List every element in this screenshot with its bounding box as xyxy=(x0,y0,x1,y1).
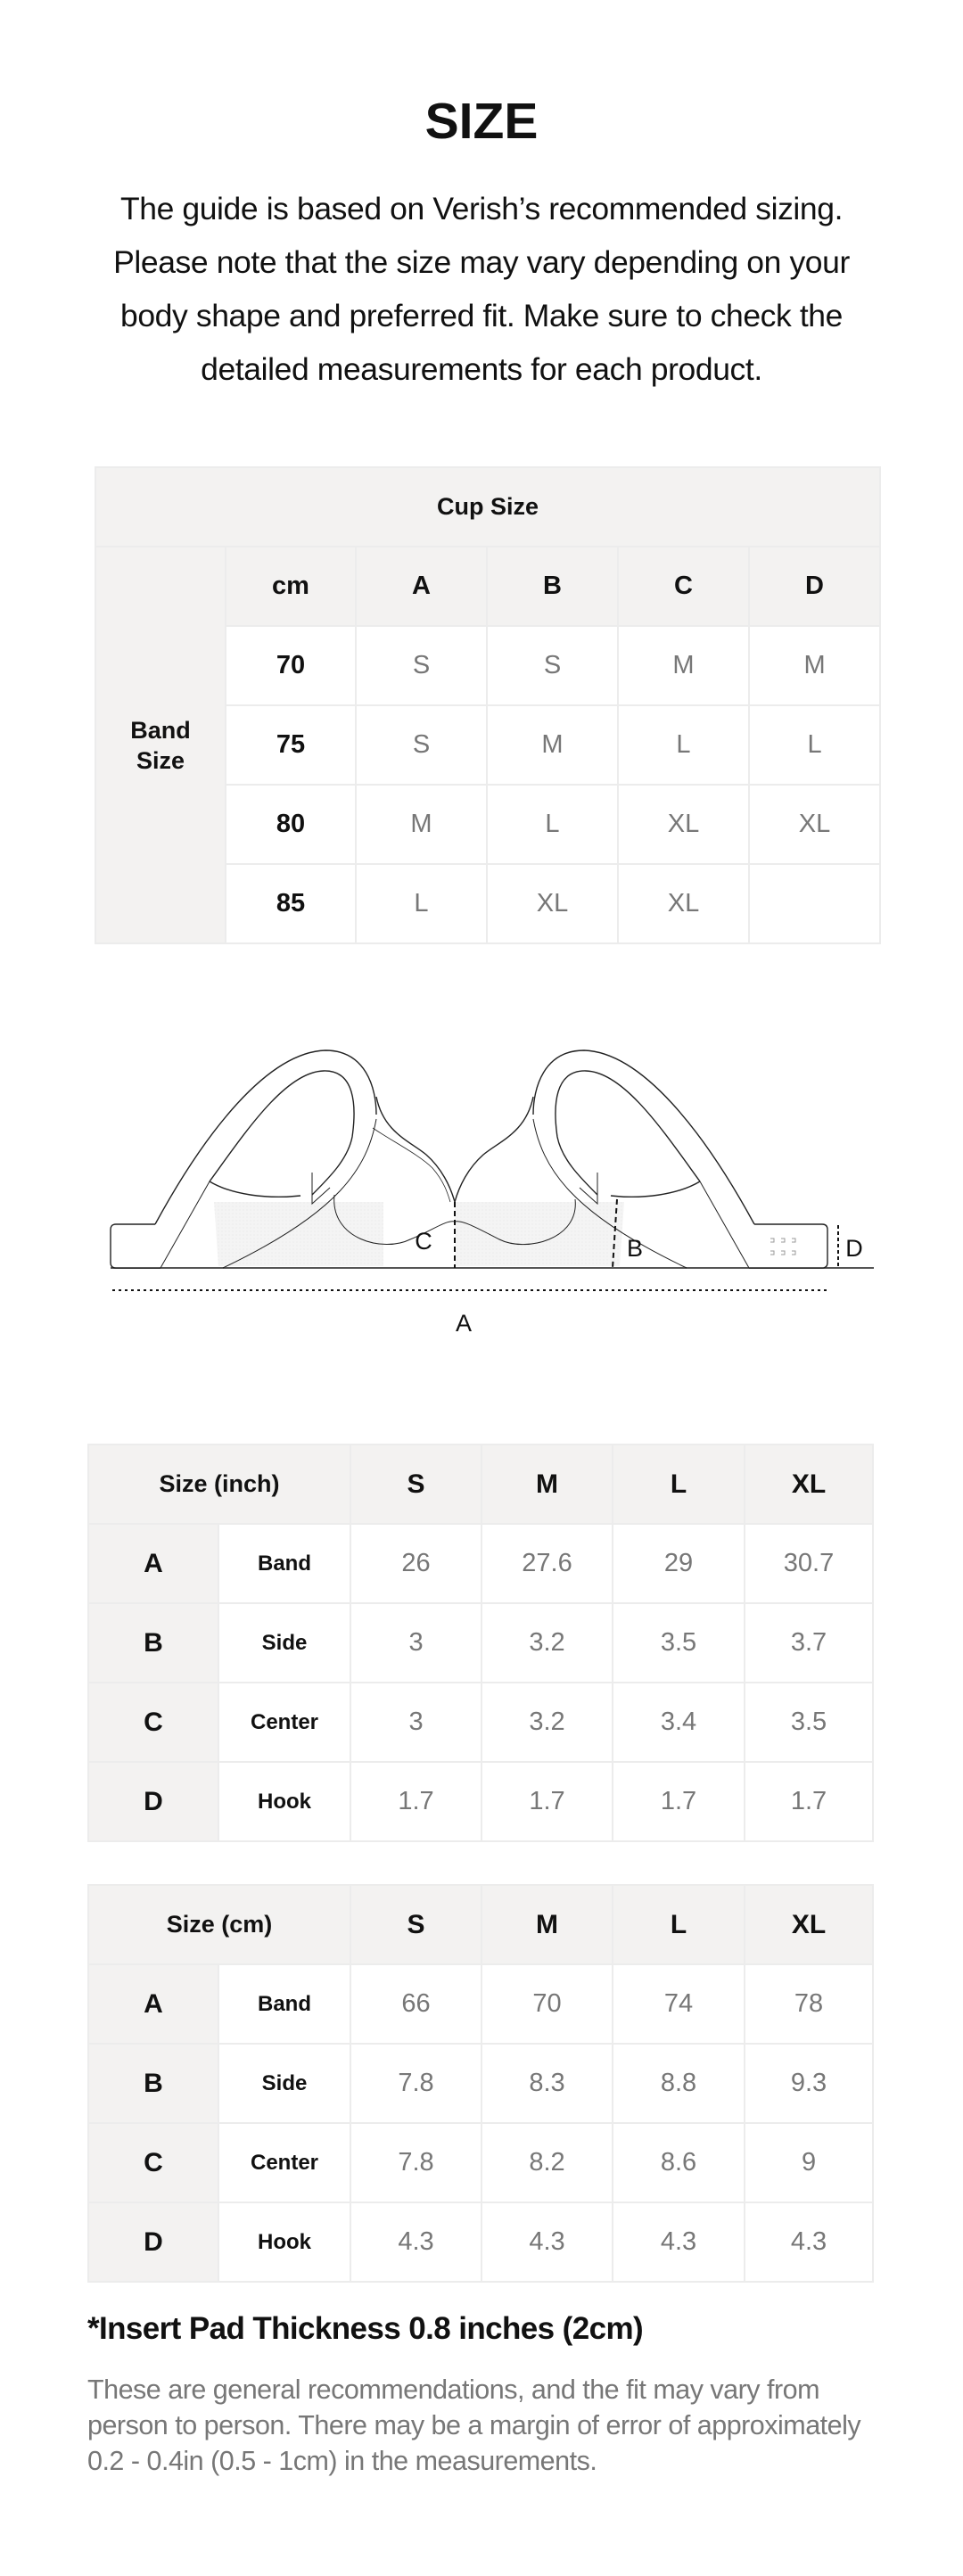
table-cell: 1.7 xyxy=(350,1762,482,1841)
table-cell: S xyxy=(356,626,487,705)
table-cell: M xyxy=(356,785,487,864)
table-cell: 7.8 xyxy=(350,2044,482,2123)
table-cell: 8.3 xyxy=(482,2044,613,2123)
column-header: C xyxy=(618,547,749,626)
table-cell: 3.2 xyxy=(482,1603,613,1683)
table-cell: 3.5 xyxy=(613,1603,745,1683)
measure-name: Band xyxy=(218,1524,350,1603)
band-size-text: Band Size xyxy=(130,716,191,774)
measure-letter: A xyxy=(88,1964,218,2044)
measure-name: Side xyxy=(218,2044,350,2123)
table-cell: M xyxy=(487,705,618,785)
table-cell: 30.7 xyxy=(745,1524,873,1603)
table-cell: 8.6 xyxy=(613,2123,745,2202)
label-d: D xyxy=(845,1235,863,1262)
table-cell: 66 xyxy=(350,1964,482,2044)
table-cell: 1.7 xyxy=(745,1762,873,1841)
measure-letter: C xyxy=(88,1683,218,1762)
column-header: M xyxy=(482,1885,613,1964)
table-cell: 3 xyxy=(350,1683,482,1762)
table-cell: L xyxy=(749,705,880,785)
column-header: L xyxy=(613,1885,745,1964)
measure-letter: D xyxy=(88,2202,218,2282)
label-b: B xyxy=(626,1235,644,1262)
table-cell: 4.3 xyxy=(350,2202,482,2282)
left-band xyxy=(111,1224,160,1268)
table-row xyxy=(88,1603,873,1683)
column-header: XL xyxy=(745,1885,873,1964)
table-cell: 3.2 xyxy=(482,1683,613,1762)
table-caption: Size (cm) xyxy=(88,1885,350,1964)
table-caption: Size (inch) xyxy=(88,1444,350,1524)
table-row xyxy=(88,1524,873,1603)
table-cell: 3 xyxy=(350,1603,482,1683)
band-value: 75 xyxy=(226,705,356,785)
table-cell: L xyxy=(487,785,618,864)
table-cell: XL xyxy=(618,864,749,943)
table-row xyxy=(95,547,880,626)
disclaimer-text: These are general recommendations, and the fit may vary from person to person. There may be a margin of error of approximately 0.2 - 0.4in (0.5 - 1cm) in the measurements. xyxy=(87,2374,861,2476)
table-cell: 9.3 xyxy=(745,2044,873,2123)
column-header: A xyxy=(356,547,487,626)
table-row xyxy=(88,1683,873,1762)
band-value: 80 xyxy=(226,785,356,864)
band-value: 70 xyxy=(226,626,356,705)
table-row xyxy=(88,1444,873,1524)
measure-name: Center xyxy=(218,1683,350,1762)
table-cell: 8.8 xyxy=(613,2044,745,2123)
table-cell: 27.6 xyxy=(482,1524,613,1603)
column-header: S xyxy=(350,1444,482,1524)
band-size-label xyxy=(95,547,226,943)
label-a: A xyxy=(455,1310,473,1337)
table-row xyxy=(95,467,880,547)
cm-measurements-table xyxy=(87,1884,874,2283)
column-header: L xyxy=(613,1444,745,1524)
measure-name: Hook xyxy=(218,2202,350,2282)
table-row xyxy=(88,2202,873,2282)
measure-name: Hook xyxy=(218,1762,350,1841)
table-cell: S xyxy=(487,626,618,705)
measure-name: Side xyxy=(218,1603,350,1683)
table-cell: 3.4 xyxy=(613,1683,745,1762)
column-header: M xyxy=(482,1444,613,1524)
table-cell: XL xyxy=(487,864,618,943)
table-row xyxy=(88,1964,873,2044)
measure-letter: B xyxy=(88,2044,218,2123)
table-cell: 74 xyxy=(613,1964,745,2044)
table-cell: L xyxy=(618,705,749,785)
table-cell: 7.8 xyxy=(350,2123,482,2202)
page-title: SIZE xyxy=(424,93,539,150)
column-header: S xyxy=(350,1885,482,1964)
right-band xyxy=(749,1224,827,1268)
cup-size-caption: Cup Size xyxy=(95,467,880,547)
unit-label: cm xyxy=(226,547,356,626)
table-cell: 26 xyxy=(350,1524,482,1603)
table-row xyxy=(88,1762,873,1841)
column-header: B xyxy=(487,547,618,626)
table-cell: 4.3 xyxy=(613,2202,745,2282)
table-cell: 3.5 xyxy=(745,1683,873,1762)
intro-text: The guide is based on Verish’s recommended sizing. Please note that the size may vary depending on your body shape and preferred fit. Make sure to check the detailed measurements for each product. xyxy=(113,191,850,387)
band-value: 85 xyxy=(226,864,356,943)
measure-letter: C xyxy=(88,2123,218,2202)
table-cell: M xyxy=(749,626,880,705)
table-cell: 1.7 xyxy=(482,1762,613,1841)
measure-name: Band xyxy=(218,1964,350,2044)
measure-name: Center xyxy=(218,2123,350,2202)
table-cell: 4.3 xyxy=(745,2202,873,2282)
measure-letter: A xyxy=(88,1524,218,1603)
table-cell: XL xyxy=(749,785,880,864)
insert-pad-note: *Insert Pad Thickness 0.8 inches (2cm) xyxy=(87,2311,644,2346)
measure-letter: D xyxy=(88,1762,218,1841)
table-cell: 78 xyxy=(745,1964,873,2044)
mesh-fill-icon xyxy=(214,1202,383,1266)
table-cell: 29 xyxy=(613,1524,745,1603)
table-cell: XL xyxy=(618,785,749,864)
column-header: XL xyxy=(745,1444,873,1524)
cup-size-table xyxy=(95,466,881,944)
table-row xyxy=(88,2123,873,2202)
inch-measurements-table xyxy=(87,1444,874,1842)
table-cell: 3.7 xyxy=(745,1603,873,1683)
table-cell: 70 xyxy=(482,1964,613,2044)
table-cell xyxy=(749,864,880,943)
table-cell: M xyxy=(618,626,749,705)
measure-letter: B xyxy=(88,1603,218,1683)
table-row xyxy=(88,1885,873,1964)
table-cell: 1.7 xyxy=(613,1762,745,1841)
mesh-fill-icon xyxy=(455,1202,624,1266)
table-cell: L xyxy=(356,864,487,943)
table-cell: 4.3 xyxy=(482,2202,613,2282)
column-header: D xyxy=(749,547,880,626)
table-row xyxy=(88,2044,873,2123)
table-cell: 8.2 xyxy=(482,2123,613,2202)
label-c: C xyxy=(415,1228,432,1255)
table-cell: S xyxy=(356,705,487,785)
bra-measurement-diagram xyxy=(89,1034,892,1355)
table-cell: 9 xyxy=(745,2123,873,2202)
